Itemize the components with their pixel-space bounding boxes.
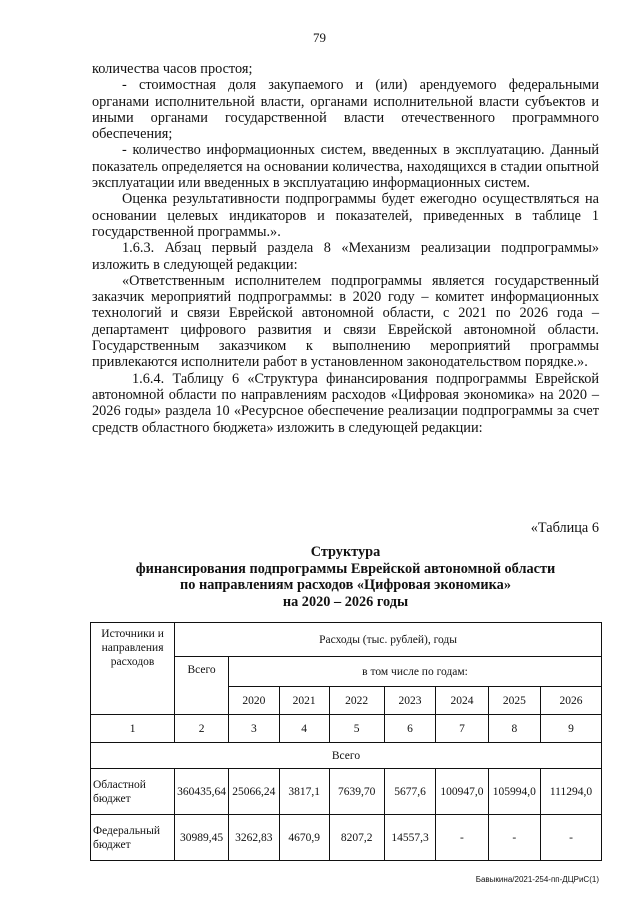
cell-value: 8207,2 xyxy=(329,815,384,861)
col-number: 1 xyxy=(91,715,175,743)
year-cell: 2026 xyxy=(541,687,602,715)
header-total: Всего xyxy=(175,657,229,715)
col-number: 5 xyxy=(329,715,384,743)
cell-value: 3262,83 xyxy=(229,815,280,861)
col-number: 8 xyxy=(488,715,540,743)
cell-value: - xyxy=(436,815,488,861)
title-line: Структура xyxy=(310,544,381,560)
title-line: на 2020 – 2026 годы xyxy=(282,593,409,610)
year-cell: 2025 xyxy=(488,687,540,715)
cell-value: 3817,1 xyxy=(279,769,329,815)
paragraph: 1.6.4. Таблицу 6 «Структура финансирования подпрограммы Еврейской автономной области по направлениям расходов «Цифровая экономика» на 2020 – 2026 годы» раздела 10 «Ресурсное обеспечение реализации подпрограммы за счет средств областного бюджета» изложить в следующей редакции: xyxy=(92,370,599,436)
document-body xyxy=(92,61,599,436)
row-label: Областной бюджет xyxy=(91,769,175,815)
paragraph: 1.6.3. Абзац первый раздела 8 «Механизм реализации подпрограммы» изложить в следующей редакции: xyxy=(92,240,599,273)
paragraph: - количество информационных систем, введенных в эксплуатацию. Данный показатель определяется на основании количества, находящихся в стадии опытной эксплуатации или введенных в эксплуатацию информационных систем. xyxy=(92,142,599,192)
cell-value: 4670,9 xyxy=(279,815,329,861)
page-number: 79 xyxy=(313,30,326,45)
year-cell: 2022 xyxy=(329,687,384,715)
header-expenses: Расходы (тыс. рублей), годы xyxy=(175,623,602,657)
col-number: 7 xyxy=(436,715,488,743)
header-source: Источники и направления расходов xyxy=(91,623,175,715)
year-cell: 2024 xyxy=(436,687,488,715)
col-number: 6 xyxy=(384,715,436,743)
col-number: 9 xyxy=(541,715,602,743)
cell-value: 7639,70 xyxy=(329,769,384,815)
paragraph: «Ответственным исполнителем подпрограммы является государственный заказчик мероприятий подпрограммы: в 2020 году – комитет информационных технологий и связи Еврейской автономной области, с 2021 по 2026 года – департамент цифрового развития и связи Еврейской автономной области. Государственным заказчиком к выполнению мероприятий программы привлекаются исполнители работ в установленном законодательством порядке.». xyxy=(92,272,599,371)
col-number: 2 xyxy=(175,715,229,743)
cell-value: 105994,0 xyxy=(488,769,540,815)
table-row xyxy=(91,769,602,815)
col-number: 4 xyxy=(279,715,329,743)
year-cell: 2021 xyxy=(279,687,329,715)
paragraph: - стоимостная доля закупаемого и (или) арендуемого федеральными органами исполнительной власти, органами исполнительной власти субъектов и иными органами государственной власти отечественного программного обеспечения; xyxy=(92,77,599,143)
cell-value: 5677,6 xyxy=(384,769,436,815)
cell-value: - xyxy=(488,815,540,861)
title-line: по направлениям расходов «Цифровая экономика» xyxy=(180,577,511,593)
cell-value: 111294,0 xyxy=(541,769,602,815)
footer-reference: Бавыкина/2021-254-пп-ДЦРиС(1) xyxy=(475,875,599,884)
cell-value: 30989,45 xyxy=(175,815,229,861)
cell-value: - xyxy=(541,815,602,861)
cell-value: 14557,3 xyxy=(384,815,436,861)
year-cell: 2020 xyxy=(229,687,280,715)
table-reference: «Таблица 6 xyxy=(530,520,599,536)
col-number: 3 xyxy=(229,715,280,743)
paragraph: Оценка результативности подпрограммы будет ежегодно осуществляться на основании целевых индикаторов и показателей, приведенных в таблице 1 государственной программы.». xyxy=(92,191,599,240)
cell-value: 100947,0 xyxy=(436,769,488,815)
cell-value: 25066,24 xyxy=(229,769,280,815)
cell-value: 360435,64 xyxy=(175,769,229,815)
section-label: Всего xyxy=(91,743,602,769)
paragraph: количества часов простоя; xyxy=(92,61,253,77)
table-row xyxy=(91,815,602,861)
table-title xyxy=(92,544,599,610)
financing-table xyxy=(90,622,602,861)
header-by-years: в том числе по годам: xyxy=(229,657,602,687)
year-cell: 2023 xyxy=(384,687,436,715)
title-line: финансирования подпрограммы Еврейской автономной области xyxy=(135,560,556,577)
row-label: Федеральный бюджет xyxy=(91,815,175,861)
